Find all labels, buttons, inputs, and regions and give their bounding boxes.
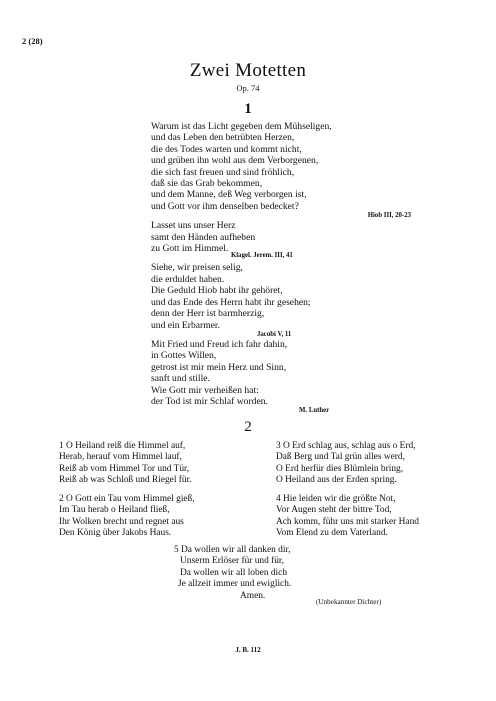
- amen-line: Amen.: [240, 590, 266, 601]
- opus-number: Op. 74: [236, 83, 260, 93]
- text-line: und Gott vor ihm denselben bedecket?: [151, 200, 299, 212]
- text-line: denn der Herr ist barmherzig,: [151, 308, 265, 320]
- text-line: Daß Berg und Tal grün alles werd,: [276, 452, 405, 463]
- text-line: Je allzeit immer und ewiglich.: [178, 579, 292, 590]
- section-number-1: 1: [244, 101, 252, 117]
- text-line: 2 O Gott ein Tau vom Himmel gieß,: [59, 494, 195, 504]
- text-line: Warum ist das Licht gegeben dem Mühseligen,: [151, 121, 332, 132]
- text-line: die sich fast freuen und sind fröhlich,: [151, 166, 295, 178]
- stanza-5: [174, 545, 404, 602]
- stanza-3: [276, 441, 486, 487]
- text-line: Da wollen wir all loben dich: [180, 567, 288, 578]
- text-line: samt den Händen aufheben: [151, 231, 256, 243]
- text-line: 3 O Erd schlag aus, schlag aus o Erd,: [276, 441, 416, 451]
- text-line: O Heiland aus der Erden spring.: [276, 475, 397, 486]
- text-line: Herab, herauf vom Himmel lauf,: [59, 452, 182, 463]
- text-line: und ein Erbarmer.: [151, 319, 220, 331]
- text-line: 4 Hie leiden wir die größte Not,: [276, 494, 396, 504]
- text-line: Unserm Erlöser für und für,: [180, 556, 285, 567]
- source-reference: Klagel. Jerem. III, 41: [231, 252, 293, 260]
- text-line: der Tod ist mir Schlaf worden.: [151, 395, 268, 407]
- text-line: Lasset uns unser Herz: [151, 220, 236, 232]
- text-line: in Gottes Willen,: [151, 350, 217, 362]
- text-line: daß sie das Grab bekommen,: [151, 178, 263, 190]
- source-reference: Jacobi V, 11: [257, 330, 292, 338]
- section-number-2: 2: [244, 419, 252, 435]
- text-line: Wie Gott mir verheißen hat:: [151, 384, 259, 396]
- text-line: Mit Fried und Freud ich fahr dahin,: [151, 338, 288, 350]
- page-title: Zwei Motetten: [189, 60, 307, 81]
- footer-catalog-number: J. B. 112: [235, 646, 261, 654]
- text-line: Ihr Wolken brecht und regnet aus: [59, 516, 184, 527]
- text-line: die erduldet haben.: [151, 273, 225, 285]
- text-line: Reiß ab was Schloß und Riegel für.: [59, 475, 192, 486]
- text-line: Die Geduld Hiob habt ihr gehöret,: [151, 285, 283, 297]
- stanza-4: [276, 494, 486, 540]
- source-reference: Hiob III, 20-23: [367, 212, 411, 220]
- text-line: Reiß ab vom Himmel Tor und Tür,: [59, 463, 190, 474]
- text-line: und grüben ihn wohl aus dem Verborgenen,: [151, 155, 319, 167]
- author-credit: (Unbekannter Dichter): [316, 598, 382, 606]
- text-line: die des Todes warten und kommt nicht,: [151, 143, 302, 155]
- text-line: getrost ist mir mein Herz und Sinn,: [151, 361, 287, 373]
- page-number: 2 (28): [22, 36, 43, 46]
- text-line: und dem Manne, deß Weg verborgen ist,: [151, 189, 307, 201]
- text-line: sanft und stille.: [151, 373, 210, 385]
- text-line: Vom Elend zu dem Vaterland.: [276, 528, 388, 539]
- text-line: 5 Da wollen wir all danken dir,: [174, 545, 291, 555]
- text-line: Im Tau herab o Heiland fließ,: [59, 505, 170, 516]
- text-line: und das Ende des Herrn habt ihr gesehen;: [151, 296, 311, 308]
- text-line: Den König über Jakobs Haus.: [59, 528, 172, 539]
- text-line: Ach komm, führ uns mit starker Hand: [276, 516, 419, 527]
- motet-1-text: [151, 121, 411, 415]
- stanza-2: [59, 494, 269, 540]
- source-reference: M. Luther: [299, 407, 330, 415]
- text-line: 1 O Heiland reiß die Himmel auf,: [59, 441, 186, 451]
- text-line: und das Leben den betrübten Herzen,: [151, 132, 295, 144]
- text-line: O Erd herfür dies Blümlein bring,: [276, 463, 404, 474]
- text-line: zu Gott im Himmel.: [151, 243, 229, 255]
- text-line: Vor Augen steht der bittre Tod,: [276, 505, 392, 516]
- stanza-1: [59, 441, 269, 487]
- text-line: Siehe, wir preisen selig,: [151, 262, 243, 274]
